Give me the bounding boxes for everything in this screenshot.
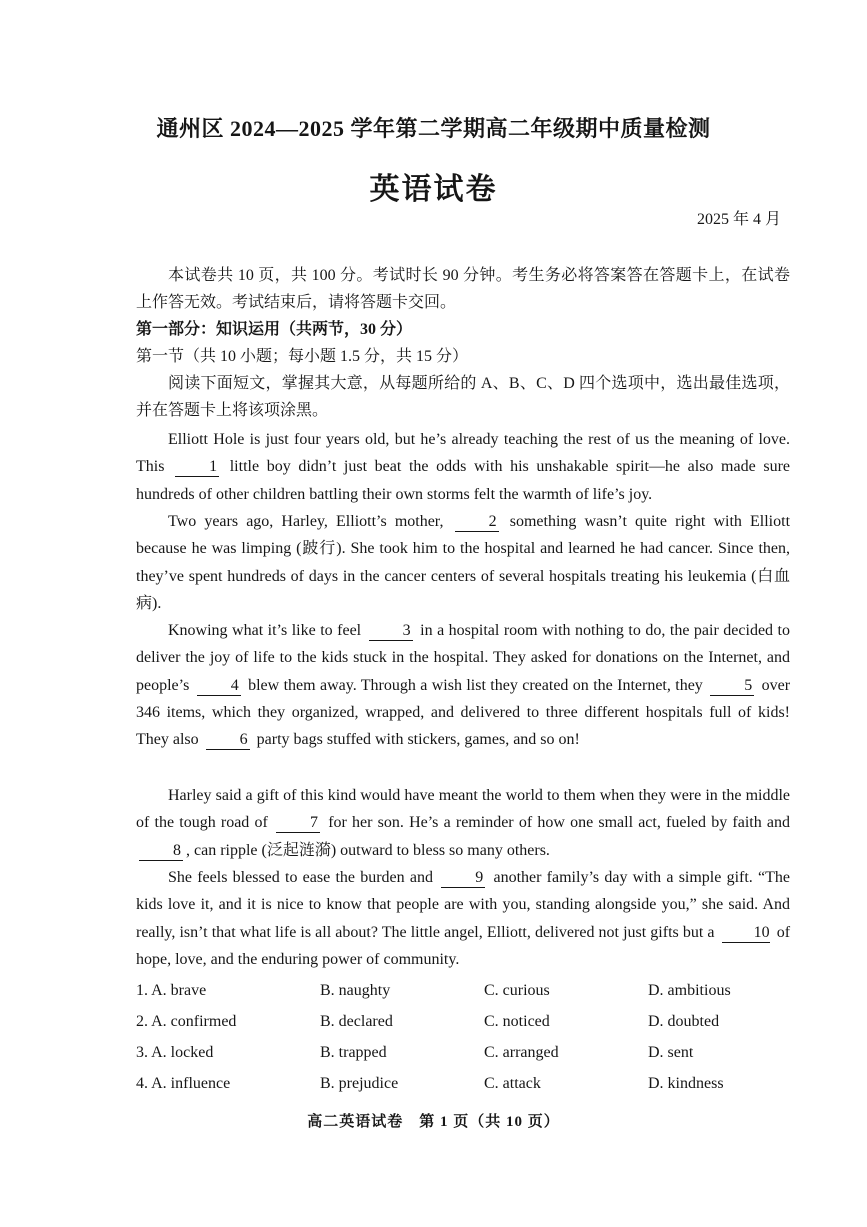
option-row-3 xyxy=(136,1040,796,1071)
subject-title: 英语试卷 xyxy=(369,173,498,206)
blank-7: 7 xyxy=(276,814,320,833)
passage-paragraph-2 xyxy=(136,508,790,617)
option-a: 1. A. brave xyxy=(136,982,207,999)
passage-text: over 346 items, which they organized, wrapped, and delivered to three different hospitals full of kids! They also xyxy=(136,676,791,749)
passage-text: Harley said a gift of this kind would have meant the world to them when they were in the middle of the tough road of xyxy=(136,787,790,832)
option-d: D. ambitious xyxy=(648,982,731,999)
option-row-1 xyxy=(136,978,796,1009)
blank-3: 3 xyxy=(369,622,413,641)
option-a: 3. A. locked xyxy=(136,1044,214,1061)
option-a: 2. A. confirmed xyxy=(136,1013,237,1030)
blank-4: 4 xyxy=(197,677,241,696)
blank-10: 10 xyxy=(722,924,770,943)
passage-text: little boy didn’t just beat the odds with his unshakable spirit—he also made sure hundreds of other children battling their own storms felt the warmth of life’s joy. xyxy=(136,458,790,503)
exam-date: 2025 年 4 月 xyxy=(696,211,781,228)
passage-paragraph-1 xyxy=(136,426,790,508)
option-c: C. noticed xyxy=(484,1013,550,1030)
blank-2: 2 xyxy=(455,513,499,532)
option-b: B. declared xyxy=(320,1013,393,1030)
option-b: B. prejudice xyxy=(320,1075,399,1092)
part-heading: 第一部分：知识运用（共两节，30 分） xyxy=(136,321,413,338)
option-d: D. doubted xyxy=(648,1013,720,1030)
option-c: C. curious xyxy=(484,982,550,999)
passage-paragraph-4 xyxy=(136,782,790,864)
passage-text: for her son. He’s a reminder of how one small act, fueled by faith and xyxy=(328,814,791,832)
exam-notice: 本试卷共 10 页，共 100 分。考试时长 90 分钟。考生务必将答案答在答题卡上，在试卷上作答无效。考试结束后，请将答题卡交回。 xyxy=(136,267,790,312)
passage-text: Two years ago, Harley, Elliott’s mother, xyxy=(168,513,444,530)
section-heading: 第一节（共 10 小题；每小题 1.5 分，共 15 分） xyxy=(136,348,469,365)
option-b: B. trapped xyxy=(320,1044,387,1061)
blank-6: 6 xyxy=(206,731,250,750)
option-d: D. sent xyxy=(648,1044,694,1061)
option-b: B. naughty xyxy=(320,982,391,999)
passage-paragraph-5 xyxy=(136,864,790,973)
passage-text: in a hospital room with nothing to do, the pair decided to deliver the joy of life to the kids stuck in the hospital. They asked for donations on the Internet, and people’s xyxy=(136,622,790,694)
passage-text: Knowing what it’s like to feel xyxy=(168,622,362,639)
directions: 阅读下面短文，掌握其大意，从每题所给的 A、B、C、D 四个选项中，选出最佳选项，并在答题卡上将该项涂黑。 xyxy=(136,375,790,420)
passage-text: another family’s day with a simple gift. “The kids love it, and it is nice to know that people are with you, standing alongside you,” she said. And really, isn’t that what life is all about? The little angel, Elliott, delivered not just gifts but a xyxy=(136,869,791,941)
blank-5: 5 xyxy=(710,677,754,696)
blank-9: 9 xyxy=(441,869,485,888)
passage-text: Elliott Hole is just four years old, but he’s already teaching the rest of us the meaning of love. This xyxy=(136,431,790,476)
option-d: D. kindness xyxy=(648,1075,724,1092)
passage-text: , can ripple (泛起涟漪) outward to bless so many others. xyxy=(186,841,550,859)
blank-8: 8 xyxy=(139,842,183,861)
passage-text: blew them away. Through a wish list they created on the Internet, they xyxy=(248,676,703,694)
option-c: C. attack xyxy=(484,1075,541,1092)
passage-text: She feels blessed to ease the burden and xyxy=(168,869,433,886)
option-row-2 xyxy=(136,1009,796,1040)
option-row-4 xyxy=(136,1071,796,1102)
exam-title: 通州区 2024—2025 学年第二学期高二年级期中质量检测 xyxy=(156,116,711,141)
passage-text: party bags stuffed with stickers, games, and so on! xyxy=(256,731,580,749)
page-footer: 高二英语试卷 第 1 页（共 10 页） xyxy=(307,1114,560,1130)
passage-paragraph-3 xyxy=(136,617,790,753)
answer-options xyxy=(136,978,796,1102)
option-c: C. arranged xyxy=(484,1044,559,1061)
blank-1: 1 xyxy=(175,458,219,477)
passage-text: of hope, love, and the enduring power of community. xyxy=(136,923,791,968)
passage-text: something wasn’t quite right with Elliott because he was limping (跛行). She took him to the hospital and learned he had cancer. Since then, they’ve spent hundreds of days in the cancer centers of several hospitals treating his leukemia (白血病). xyxy=(136,513,791,612)
option-a: 4. A. influence xyxy=(136,1075,231,1092)
